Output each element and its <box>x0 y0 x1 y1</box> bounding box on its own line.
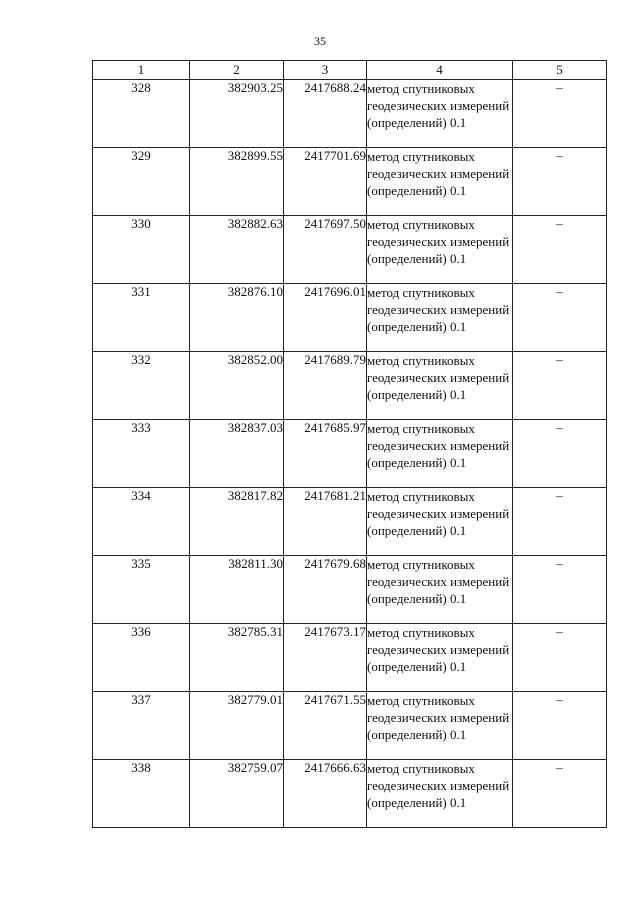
x-coordinate-cell: 382759.07 <box>190 760 284 828</box>
method-cell: метод спутниковых геодезических измерений (определений) 0.1 <box>367 488 513 556</box>
dash: – <box>513 556 607 624</box>
table-row <box>93 216 607 284</box>
x-coordinate-cell: 382852.00 <box>190 352 284 420</box>
x-coordinate-cell: 382882.63 <box>190 216 284 284</box>
method-cell: метод спутниковых геодезических измерений (определений) 0.1 <box>367 420 513 488</box>
table-row <box>93 352 607 420</box>
column-header: 1 <box>93 61 190 80</box>
point-number-cell: 337 <box>93 692 190 760</box>
dash: – <box>513 216 607 284</box>
y-coordinate-cell: 2417688.24 <box>284 80 367 148</box>
method-cell: метод спутниковых геодезических измерений (определений) 0.1 <box>367 216 513 284</box>
method-cell: метод спутниковых геодезических измерений (определений) 0.1 <box>367 284 513 352</box>
table-header-row <box>93 61 607 80</box>
x-coordinate-cell: 382903.25 <box>190 80 284 148</box>
method-cell: метод спутниковых геодезических измерений (определений) 0.1 <box>367 624 513 692</box>
point-number-cell: 329 <box>93 148 190 216</box>
table-body <box>93 80 607 828</box>
point-number-cell: 336 <box>93 624 190 692</box>
x-coordinate-cell: 382837.03 <box>190 420 284 488</box>
y-coordinate-cell: 2417666.63 <box>284 760 367 828</box>
point-number-cell: 330 <box>93 216 190 284</box>
table-row <box>93 420 607 488</box>
column-header: 5 <box>513 61 607 80</box>
y-coordinate-cell: 2417689.79 <box>284 352 367 420</box>
table-row <box>93 692 607 760</box>
point-number-cell: 335 <box>93 556 190 624</box>
table-row <box>93 148 607 216</box>
column-header: 3 <box>284 61 367 80</box>
method-cell: метод спутниковых геодезических измерений (определений) 0.1 <box>367 692 513 760</box>
point-number-cell: 338 <box>93 760 190 828</box>
point-number-cell: 332 <box>93 352 190 420</box>
x-coordinate-cell: 382785.31 <box>190 624 284 692</box>
method-cell: метод спутниковых геодезических измерений (определений) 0.1 <box>367 760 513 828</box>
point-number-cell: 331 <box>93 284 190 352</box>
dash: – <box>513 420 607 488</box>
table-row <box>93 488 607 556</box>
point-number-cell: 328 <box>93 80 190 148</box>
method-cell: метод спутниковых геодезических измерений (определений) 0.1 <box>367 556 513 624</box>
y-coordinate-cell: 2417701.69 <box>284 148 367 216</box>
y-coordinate-cell: 2417685.97 <box>284 420 367 488</box>
method-cell: метод спутниковых геодезических измерений (определений) 0.1 <box>367 80 513 148</box>
dash: – <box>513 692 607 760</box>
point-number-cell: 333 <box>93 420 190 488</box>
column-header: 2 <box>190 61 284 80</box>
y-coordinate-cell: 2417679.68 <box>284 556 367 624</box>
y-coordinate-cell: 2417696.01 <box>284 284 367 352</box>
x-coordinate-cell: 382779.01 <box>190 692 284 760</box>
table-row <box>93 624 607 692</box>
method-cell: метод спутниковых геодезических измерений (определений) 0.1 <box>367 352 513 420</box>
y-coordinate-cell: 2417681.21 <box>284 488 367 556</box>
x-coordinate-cell: 382811.30 <box>190 556 284 624</box>
coordinates-table <box>92 60 607 828</box>
x-coordinate-cell: 382899.55 <box>190 148 284 216</box>
dash: – <box>513 284 607 352</box>
dash: – <box>513 148 607 216</box>
column-header: 4 <box>367 61 513 80</box>
y-coordinate-cell: 2417697.50 <box>284 216 367 284</box>
dash: – <box>513 488 607 556</box>
point-number-cell: 334 <box>93 488 190 556</box>
dash: – <box>513 760 607 828</box>
table-row <box>93 556 607 624</box>
table-row <box>93 284 607 352</box>
method-cell: метод спутниковых геодезических измерений (определений) 0.1 <box>367 148 513 216</box>
dash: – <box>513 624 607 692</box>
y-coordinate-cell: 2417673.17 <box>284 624 367 692</box>
x-coordinate-cell: 382876.10 <box>190 284 284 352</box>
dash: – <box>513 352 607 420</box>
table-row <box>93 80 607 148</box>
x-coordinate-cell: 382817.82 <box>190 488 284 556</box>
dash: – <box>513 80 607 148</box>
y-coordinate-cell: 2417671.55 <box>284 692 367 760</box>
page-number: 35 <box>314 34 326 48</box>
table-row <box>93 760 607 828</box>
